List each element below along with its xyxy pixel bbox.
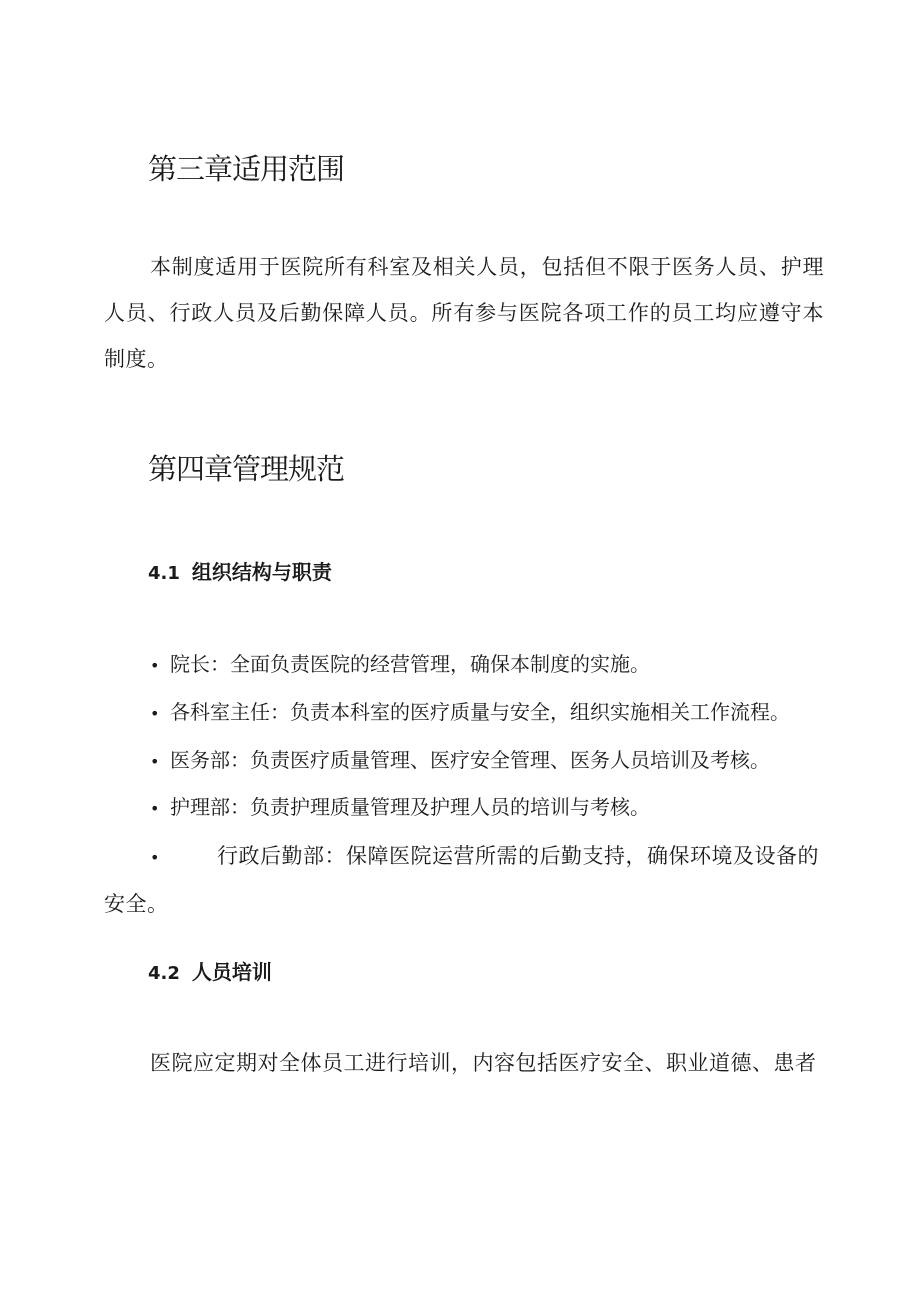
bullet-icon: • xyxy=(150,704,160,723)
list-item-text: 行政后勤部：保障医院运营所需的后勤支持，确保环境及设备的安全。 xyxy=(104,844,819,916)
bullet-icon: • xyxy=(150,848,160,867)
list-item-text: 医务部：负责医疗质量管理、医疗安全管理、医务人员培训及考核。 xyxy=(170,748,770,772)
section-4-1-number: 4.1 xyxy=(148,563,180,584)
section-4-2-paragraph: 医院应定期对全体员工进行培训，内容包括医疗安全、职业道德、患者 xyxy=(150,1051,817,1075)
list-item-text: 各科室主任：负责本科室的医疗质量与安全，组织实施相关工作流程。 xyxy=(170,700,790,724)
section-4-2-title: 人员培训 xyxy=(191,960,272,984)
list-item xyxy=(150,737,770,785)
list-item-text: 院长：全面负责医院的经营管理，确保本制度的实施。 xyxy=(170,652,650,676)
bullet-icon: • xyxy=(150,752,160,771)
list-item xyxy=(150,641,650,689)
bullet-icon: • xyxy=(150,656,160,675)
section-4-1-heading xyxy=(148,562,332,583)
list-item-text: 护理部：负责护理质量管理及护理人员的培训与考核。 xyxy=(170,795,650,819)
section-4-1-title: 组织结构与职责 xyxy=(191,560,332,584)
chapter3-heading: 第三章适用范围 xyxy=(148,152,345,186)
chapter4-heading: 第四章管理规范 xyxy=(148,452,345,486)
list-item xyxy=(150,784,650,832)
section-4-2-number: 4.2 xyxy=(148,963,180,984)
bullet-icon: • xyxy=(150,799,160,818)
section-4-2-heading xyxy=(148,962,272,983)
chapter3-paragraph: 本制度适用于医院所有科室及相关人员，包括但不限于医务人员、护理人员、行政人员及后勤保障人员。所有参与医院各项工作的员工均应遵守本制度。 xyxy=(104,255,824,371)
list-item xyxy=(104,833,824,927)
list-item xyxy=(150,689,790,737)
